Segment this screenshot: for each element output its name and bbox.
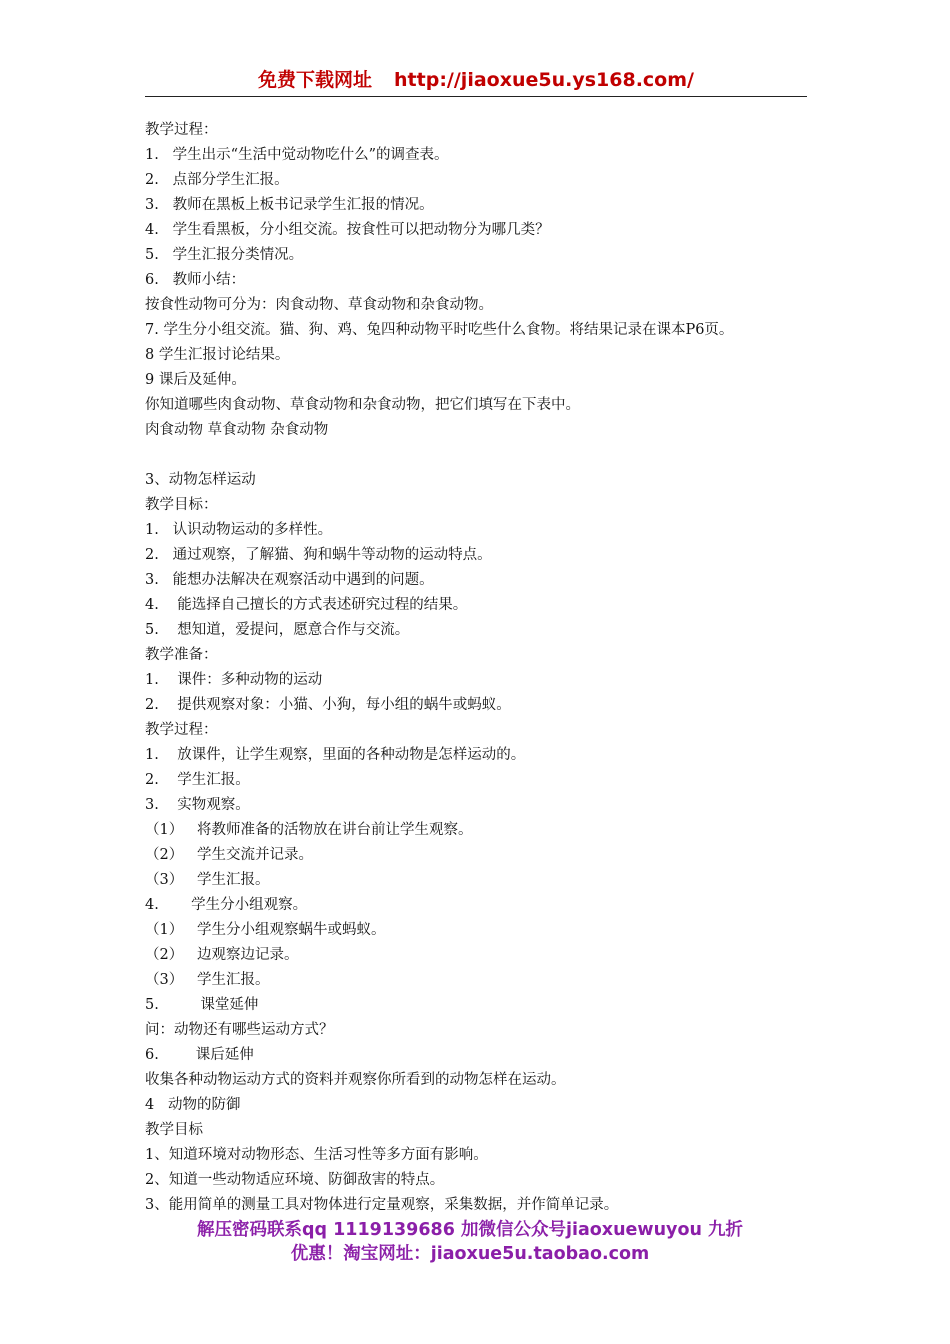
- text-line: 2. 提供观察对象：小猫、小狗，每小组的蜗牛或蚂蚁。: [145, 697, 511, 713]
- text-line: 1. 放课件，让学生观察，里面的各种动物是怎样运动的。: [145, 747, 526, 763]
- text-line: （1） 学生分小组观察蜗牛或蚂蚁。: [145, 922, 386, 938]
- text-line: （2） 边观察边记录。: [145, 947, 299, 963]
- text-line: 9 课后及延伸。: [145, 372, 246, 388]
- text-line: 6. 课后延伸: [145, 1047, 254, 1063]
- text-line: 1. 课件：多种动物的运动: [145, 672, 323, 688]
- blank-line: [145, 443, 825, 468]
- text-line: 3. 实物观察。: [145, 797, 250, 813]
- text-line: 4. 能选择自己擅长的方式表述研究过程的结果。: [145, 597, 468, 613]
- text-line: 1、知道环境对动物形态、生活习性等多方面有影响。: [145, 1147, 488, 1163]
- text-line: 4 动物的防御: [145, 1097, 241, 1113]
- page-header: [145, 66, 807, 97]
- text-line: 教学过程：: [145, 722, 218, 738]
- text-line: 7. 学生分小组交流。猫、狗、鸡、兔四种动物平时吃些什么食物。将结果记录在课本P6页。: [145, 322, 734, 338]
- text-line: （3） 学生汇报。: [145, 872, 270, 888]
- text-line: 5. 课堂延伸: [145, 997, 259, 1013]
- text-line: 收集各种动物运动方式的资料并观察你所看到的动物怎样在运动。: [145, 1072, 566, 1088]
- text-line: 8 学生汇报讨论结果。: [145, 347, 290, 363]
- text-line: 按食性动物可分为：肉食动物、草食动物和杂食动物。: [145, 297, 493, 313]
- page-footer: [150, 1218, 790, 1266]
- text-line: 5. 学生汇报分类情况。: [145, 247, 304, 263]
- text-line: 教学过程：: [145, 122, 218, 138]
- text-line: 2. 通过观察，了解猫、狗和蜗牛等动物的运动特点。: [145, 547, 492, 563]
- text-line: 2. 学生汇报。: [145, 772, 250, 788]
- text-line: 教学目标: [145, 1122, 203, 1138]
- header-url-link[interactable]: http://jiaoxue5u.ys168.com/: [394, 69, 694, 91]
- text-line: 2、知道一些动物适应环境、防御敌害的特点。: [145, 1172, 445, 1188]
- footer-line-1: 解压密码联系qq 1119139686 加微信公众号jiaoxuewuyou 九折: [196, 1220, 744, 1240]
- text-line: 3. 教师在黑板上板书记录学生汇报的情况。: [145, 197, 434, 213]
- text-line: （1） 将教师准备的活物放在讲台前让学生观察。: [145, 822, 473, 838]
- text-line: 2. 点部分学生汇报。: [145, 172, 289, 188]
- text-line: 3、能用简单的测量工具对物体进行定量观察，采集数据，并作简单记录。: [145, 1197, 619, 1213]
- text-line: 4. 学生分小组观察。: [145, 897, 308, 913]
- header-label: 免费下载网址: [258, 69, 373, 91]
- text-line: 肉食动物 草食动物 杂食动物: [145, 422, 329, 438]
- text-line: 5. 想知道，爱提问，愿意合作与交流。: [145, 622, 410, 638]
- text-line: 3. 能想办法解决在观察活动中遇到的问题。: [145, 572, 434, 588]
- text-line: 问：动物还有哪些运动方式？: [145, 1022, 334, 1038]
- text-line: 4. 学生看黑板，分小组交流。按食性可以把动物分为哪几类？: [145, 222, 550, 238]
- text-line: 1. 学生出示“生活中觉动物吃什么”的调查表。: [145, 147, 449, 163]
- text-line: 1. 认识动物运动的多样性。: [145, 522, 333, 538]
- text-line: 教学准备：: [145, 647, 218, 663]
- text-line: 教学目标：: [145, 497, 218, 513]
- text-line: （3） 学生汇报。: [145, 972, 270, 988]
- text-line: 你知道哪些肉食动物、草食动物和杂食动物，把它们填写在下表中。: [145, 397, 580, 413]
- text-line: 3、动物怎样运动: [145, 472, 256, 488]
- footer-line-2: 优惠！淘宝网址：jiaoxue5u.taobao.com: [290, 1244, 650, 1264]
- text-line: （2） 学生交流并记录。: [145, 847, 314, 863]
- document-body: [145, 118, 825, 1218]
- text-line: 6. 教师小结：: [145, 272, 246, 288]
